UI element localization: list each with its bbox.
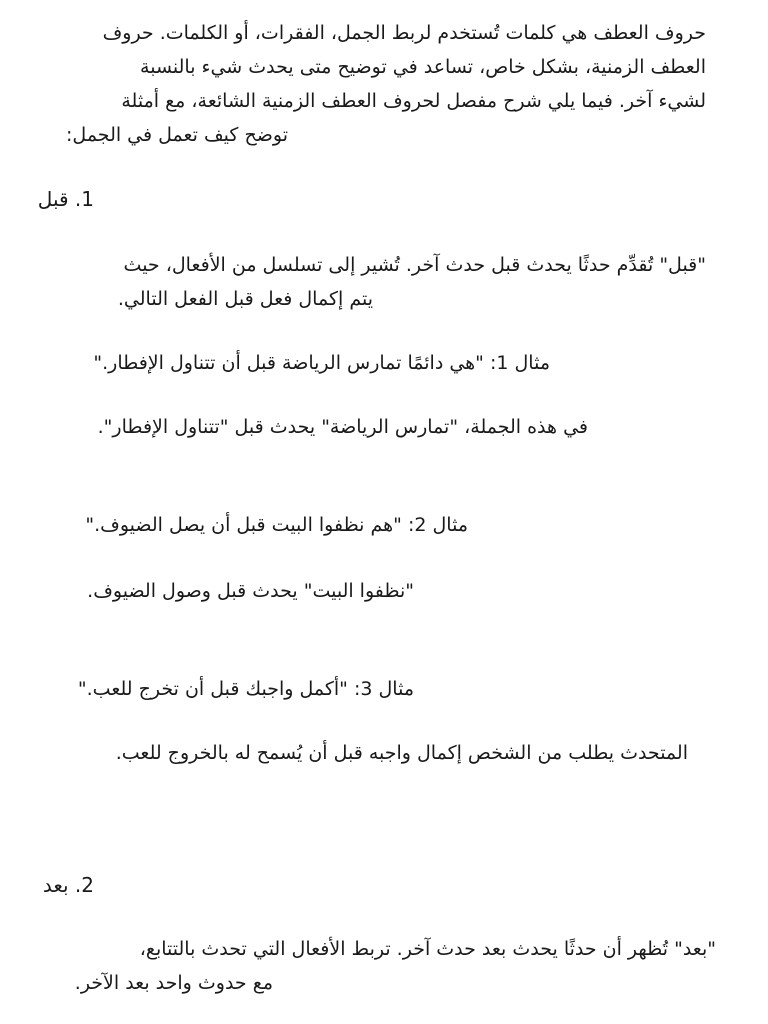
section-1-explanation-3: المتحدث يطلب من الشخص إكمال واجبه قبل أن يُسمح له بالخروج للعب. <box>115 742 688 764</box>
section-1-example-3: مثال 3: "أكمل واجبك قبل أن تخرج للعب." <box>77 678 414 700</box>
intro-line-2: العطف الزمنية، بشكل خاص، تساعد في توضيح متى يحدث شيء بالنسبة <box>140 56 706 78</box>
section-1-description-line-1: "قبل" تُقدِّم حدثًا يحدث قبل حدث آخر. تُشير إلى تسلسل من الأفعال، حيث <box>123 254 706 276</box>
section-1-example-2: مثال 2: "هم نظفوا البيت قبل أن يصل الضيوف." <box>85 514 468 536</box>
section-2-description-line-1: "بعد" تُظهر أن حدثًا يحدث بعد حدث آخر. تربط الأفعال التي تحدث بالتتابع، <box>139 938 716 960</box>
section-1-heading: 1. قبل <box>37 187 94 211</box>
section-1-description-line-2: يتم إكمال فعل قبل الفعل التالي. <box>117 288 373 310</box>
section-2-description-line-2: مع حدوث واحد بعد الآخر. <box>74 972 273 994</box>
section-1-example-1: مثال 1: "هي دائمًا تمارس الرياضة قبل أن تتناول الإفطار." <box>93 352 550 374</box>
section-1-explanation-1: في هذه الجملة، "تمارس الرياضة" يحدث قبل "تتناول الإفطار". <box>97 416 588 438</box>
section-1-explanation-2: "نظفوا البيت" يحدث قبل وصول الضيوف. <box>87 580 414 602</box>
section-2-heading: 2. بعد <box>42 873 94 897</box>
intro-line-3: لشيء آخر. فيما يلي شرح مفصل لحروف العطف الزمنية الشائعة، مع أمثلة <box>121 90 706 112</box>
intro-line-4: توضح كيف تعمل في الجمل: <box>66 124 288 146</box>
intro-line-1: حروف العطف هي كلمات تُستخدم لربط الجمل، الفقرات، أو الكلمات. حروف <box>102 22 706 44</box>
